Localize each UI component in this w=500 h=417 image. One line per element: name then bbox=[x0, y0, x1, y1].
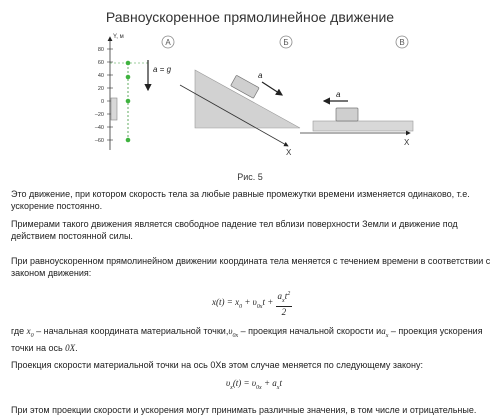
horizontal-x-axis-label: X bbox=[404, 138, 410, 147]
vector-label-a-equals-g: a = g bbox=[153, 65, 172, 74]
inclined-plane bbox=[195, 70, 300, 128]
panel-b bbox=[180, 36, 300, 157]
panel-c-label: В bbox=[399, 38, 405, 47]
y-tick-label: 80 bbox=[97, 47, 104, 53]
position-dot bbox=[126, 138, 131, 143]
y-tick-label: 60 bbox=[97, 60, 104, 66]
formula-coordinate-mid2: t + bbox=[262, 296, 276, 307]
y-tick-label: 40 bbox=[97, 73, 104, 79]
paragraph-definitions: где $x_0$ – начальная координата материальной $точки,\upsilon_{0x}$ – проекция начальной скорости $иa_x$ – проекция ускорения точки на ось 0X. bbox=[11, 326, 483, 353]
figure-caption: Рис. 5 bbox=[237, 172, 263, 182]
panel-a-label: А bbox=[165, 38, 171, 47]
figure-rectilinear-motion bbox=[0, 28, 500, 173]
incline-acceleration-vector bbox=[262, 82, 282, 95]
position-dot bbox=[126, 99, 131, 104]
y-tick-label: 20 bbox=[97, 86, 104, 92]
horizontal-block bbox=[336, 108, 358, 121]
incline-x-axis-label: X bbox=[286, 148, 292, 157]
incline-vector-label: a bbox=[258, 71, 263, 80]
y-tick-label: 0 bbox=[100, 99, 104, 105]
panel-c bbox=[300, 36, 413, 147]
paragraph-law-intro: При равноускоренном прямолинейном движении координата тела меняется с течением времени в соответствии с законом движения: bbox=[11, 256, 491, 278]
position-dot bbox=[126, 75, 131, 80]
position-dot bbox=[126, 61, 131, 66]
panel-a bbox=[95, 34, 174, 150]
horizontal-surface bbox=[313, 121, 413, 131]
paragraph-definition: Это движение, при котором скорость тела за любые равные промежутки времени изменяется одинаково, т.е. ускорение постоянно. bbox=[11, 189, 470, 211]
start-block bbox=[111, 98, 117, 120]
formula-fraction: $\frac{a_xt^2}{2}$ bbox=[277, 291, 291, 317]
y-tick-label: –20 bbox=[94, 112, 104, 118]
formula-coordinate-mid: + υ bbox=[242, 296, 257, 307]
panel-b-label: Б bbox=[283, 38, 289, 47]
page-title: Равноускоренное прямолинейное движение bbox=[105, 9, 395, 25]
paragraph-examples: Примерами такого движения является свободное падение тел вблизи поверхности Земли и движение под действием постоянной силы. bbox=[11, 219, 458, 241]
paragraph-signs: При этом проекции скорости и ускорения могут принимать различные значения, в том числе и отрицательные. bbox=[11, 405, 477, 415]
horizontal-vector-label: a bbox=[336, 90, 341, 99]
paragraph-velocity-intro: Проекция скорости материальной точки на ось 0Xв этом случае меняется по следующему закону: bbox=[11, 360, 424, 370]
formula-velocity: $\upsilon_x(t) = \upsilon_{0x} + a_xt$ bbox=[226, 378, 282, 391]
y-axis-label: Y, м bbox=[113, 34, 124, 40]
formula-coordinate: $x(t) = x_0 + \upsilon_{0x}t$ + $\frac{a_xt^2}{2}$ bbox=[212, 291, 291, 317]
formula-coordinate-lhs: x(t) = x bbox=[212, 296, 240, 307]
y-tick-label: –60 bbox=[94, 138, 104, 144]
y-tick-label: –40 bbox=[94, 125, 104, 131]
